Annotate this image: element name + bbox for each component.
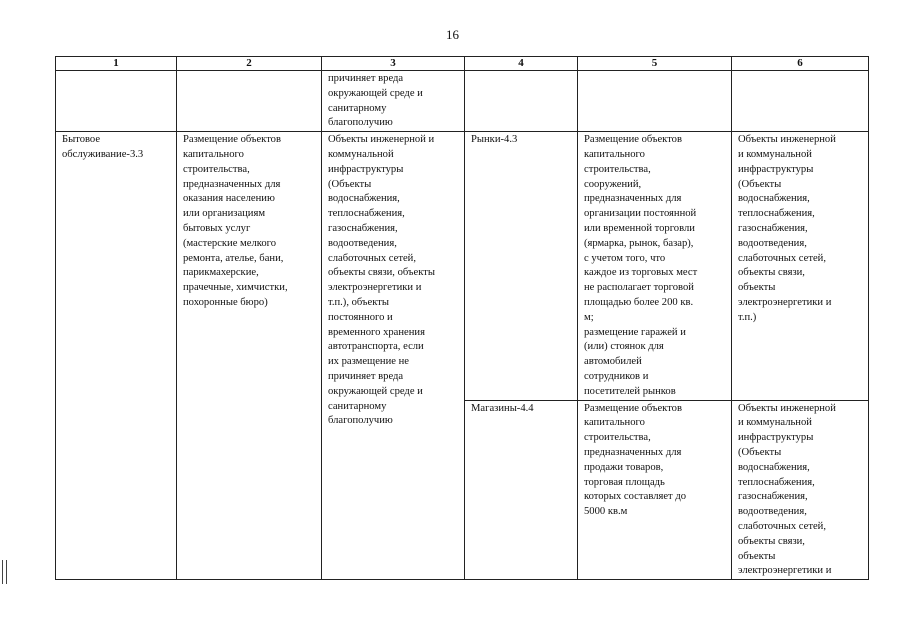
table-cell — [578, 71, 732, 132]
table-cell-auxiliary-objects: Объекты инженерной и коммунальной инфраструктуры (Объекты водоснабжения, теплоснабжения, газоснабжения, водоотведения, слаботочных сетей, объекты связи, объекты электроэнергетики и т.п.), объекты постоянного и временного хранения автотранспорта, если их размещение не причиняет вреда окружающей среде и санитарному благополучию — [322, 132, 465, 580]
land-use-table — [55, 56, 869, 580]
table-row-consumer-services — [56, 132, 869, 400]
table-cell-conditional-auxiliary-objects: Объекты инженерной и коммунальной инфраструктуры (Объекты водоснабжения, теплоснабжения, газоснабжения, водоотведения, слаботочных сетей, объекты связи, объекты электроэнергетики и — [732, 400, 869, 580]
table-cell-conditional-use-type: Магазины-4.4 — [465, 400, 578, 580]
column-header: 1 — [56, 57, 177, 71]
table-cell: причиняет вреда окружающей среде и санитарному благополучию — [322, 71, 465, 132]
table-cell-land-use-description: Размещение объектов капитального строительства, предназначенных для оказания населению или организациям бытовых услуг (мастерские мелкого ремонта, ателье, бани, парикмахерские, прачечные, химчистки, похоронные бюро) — [177, 132, 322, 580]
table-cell-conditional-use-type: Рынки-4.3 — [465, 132, 578, 400]
table-cell — [732, 71, 869, 132]
table-row-continuation — [56, 71, 869, 132]
table-cell-conditional-use-description: Размещение объектов капитального строительства, сооружений, предназначенных для организации постоянной или временной торговли (ярмарка, рынок, базар), с учетом того, что каждое из торговых мест не располагает торговой площадью более 200 кв. м; размещение гаражей и (или) стоянок для автомобилей сотрудников и посетителей рынков — [578, 132, 732, 400]
column-header: 6 — [732, 57, 869, 71]
column-header: 2 — [177, 57, 322, 71]
table-cell — [465, 71, 578, 132]
column-header: 5 — [578, 57, 732, 71]
table-cell-conditional-auxiliary-objects: Объекты инженерной и коммунальной инфраструктуры (Объекты водоснабжения, теплоснабжения, газоснабжения, водоотведения, слаботочных сетей, объекты связи, объекты электроэнергетики и т.п.) — [732, 132, 869, 400]
table-cell-land-use-type: Бытовое обслуживание-3.3 — [56, 132, 177, 580]
table-header-row — [56, 57, 869, 71]
table-cell — [177, 71, 322, 132]
column-header: 3 — [322, 57, 465, 71]
column-header: 4 — [465, 57, 578, 71]
table-cell — [56, 71, 177, 132]
table-cell-conditional-use-description: Размещение объектов капитального строительства, предназначенных для продажи товаров, торговая площадь которых составляет до 5000 кв.м — [578, 400, 732, 580]
binding-mark — [2, 560, 7, 584]
page-number: 16 — [446, 27, 459, 42]
